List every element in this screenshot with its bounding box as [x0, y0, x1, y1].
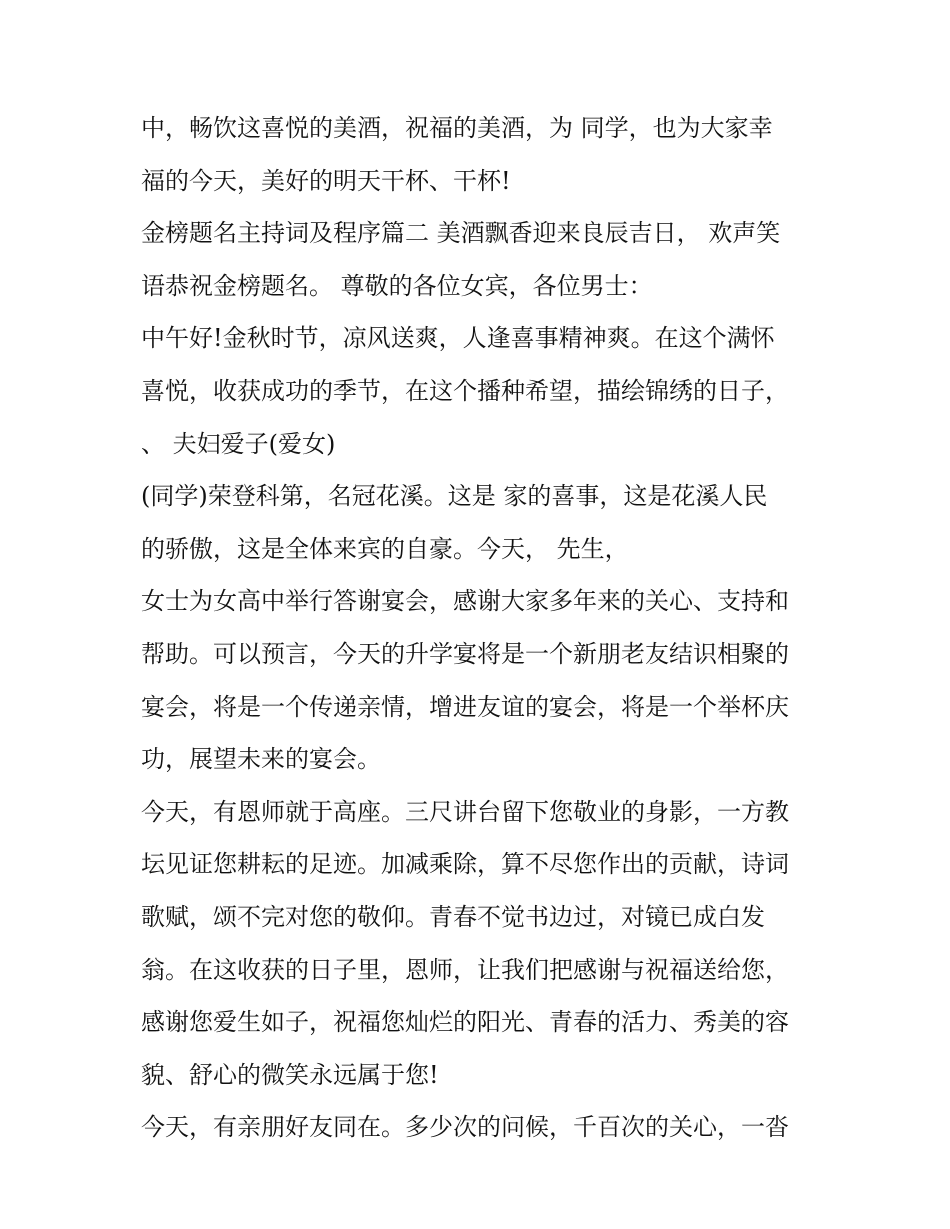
text-line: 今天，有亲朋好友同在。多少次的问候，千百次的关心，一沓: [141, 1113, 789, 1142]
text-line: 坛见证您耕耘的足迹。加减乘除，算不尽您作出的贡献，诗词: [141, 850, 789, 879]
text-line: 帮助。可以预言，今天的升学宴将是一个新朋老友结识相聚的: [141, 639, 789, 668]
text-line: 今天，有恩师就于高座。三尺讲台留下您敬业的身影，一方教: [141, 797, 789, 826]
text-line: 的骄傲，这是全体来宾的自豪。今天， 先生，: [141, 534, 629, 563]
text-line: 福的今天，美好的明天干杯、干杯!: [141, 166, 511, 195]
body-text: [141, 109, 821, 1161]
text-line: 貌、舒心的微笑永远属于您!: [141, 1060, 439, 1089]
text-line: (同学)荣登科第，名冠花溪。这是 家的喜事，这是花溪人民: [141, 482, 768, 511]
text-line: 宴会，将是一个传递亲情，增进友谊的宴会，将是一个举杯庆: [141, 692, 789, 721]
text-line: 语恭祝金榜题名。 尊敬的各位女宾，各位男士：: [141, 271, 653, 300]
text-line: 功，展望未来的宴会。: [141, 745, 381, 774]
text-line: 、 夫妇爱子(爱女): [141, 429, 336, 458]
text-line: 金榜题名主持词及程序篇二 美酒飘香迎来良辰吉日， 欢声笑: [141, 219, 781, 248]
text-line: 歌赋，颂不完对您的敬仰。青春不觉书边过，对镜已成白发: [141, 902, 765, 931]
text-line: 翁。在这收获的日子里，恩师，让我们把感谢与祝福送给您，: [141, 955, 789, 984]
text-line: 中，畅饮这喜悦的美酒，祝福的美酒，为 同学，也为大家幸: [141, 114, 773, 142]
text-line: 中午好!金秋时节，凉风送爽，人逢喜事精神爽。在这个满怀: [141, 324, 775, 353]
text-line: 喜悦，收获成功的季节，在这个播种希望，描绘锦绣的日子，: [141, 376, 789, 405]
text-line: 感谢您爱生如子，祝福您灿烂的阳光、青春的活力、秀美的容: [141, 1008, 789, 1037]
text-line: 女士为女高中举行答谢宴会，感谢大家多年来的关心、支持和: [141, 587, 789, 616]
